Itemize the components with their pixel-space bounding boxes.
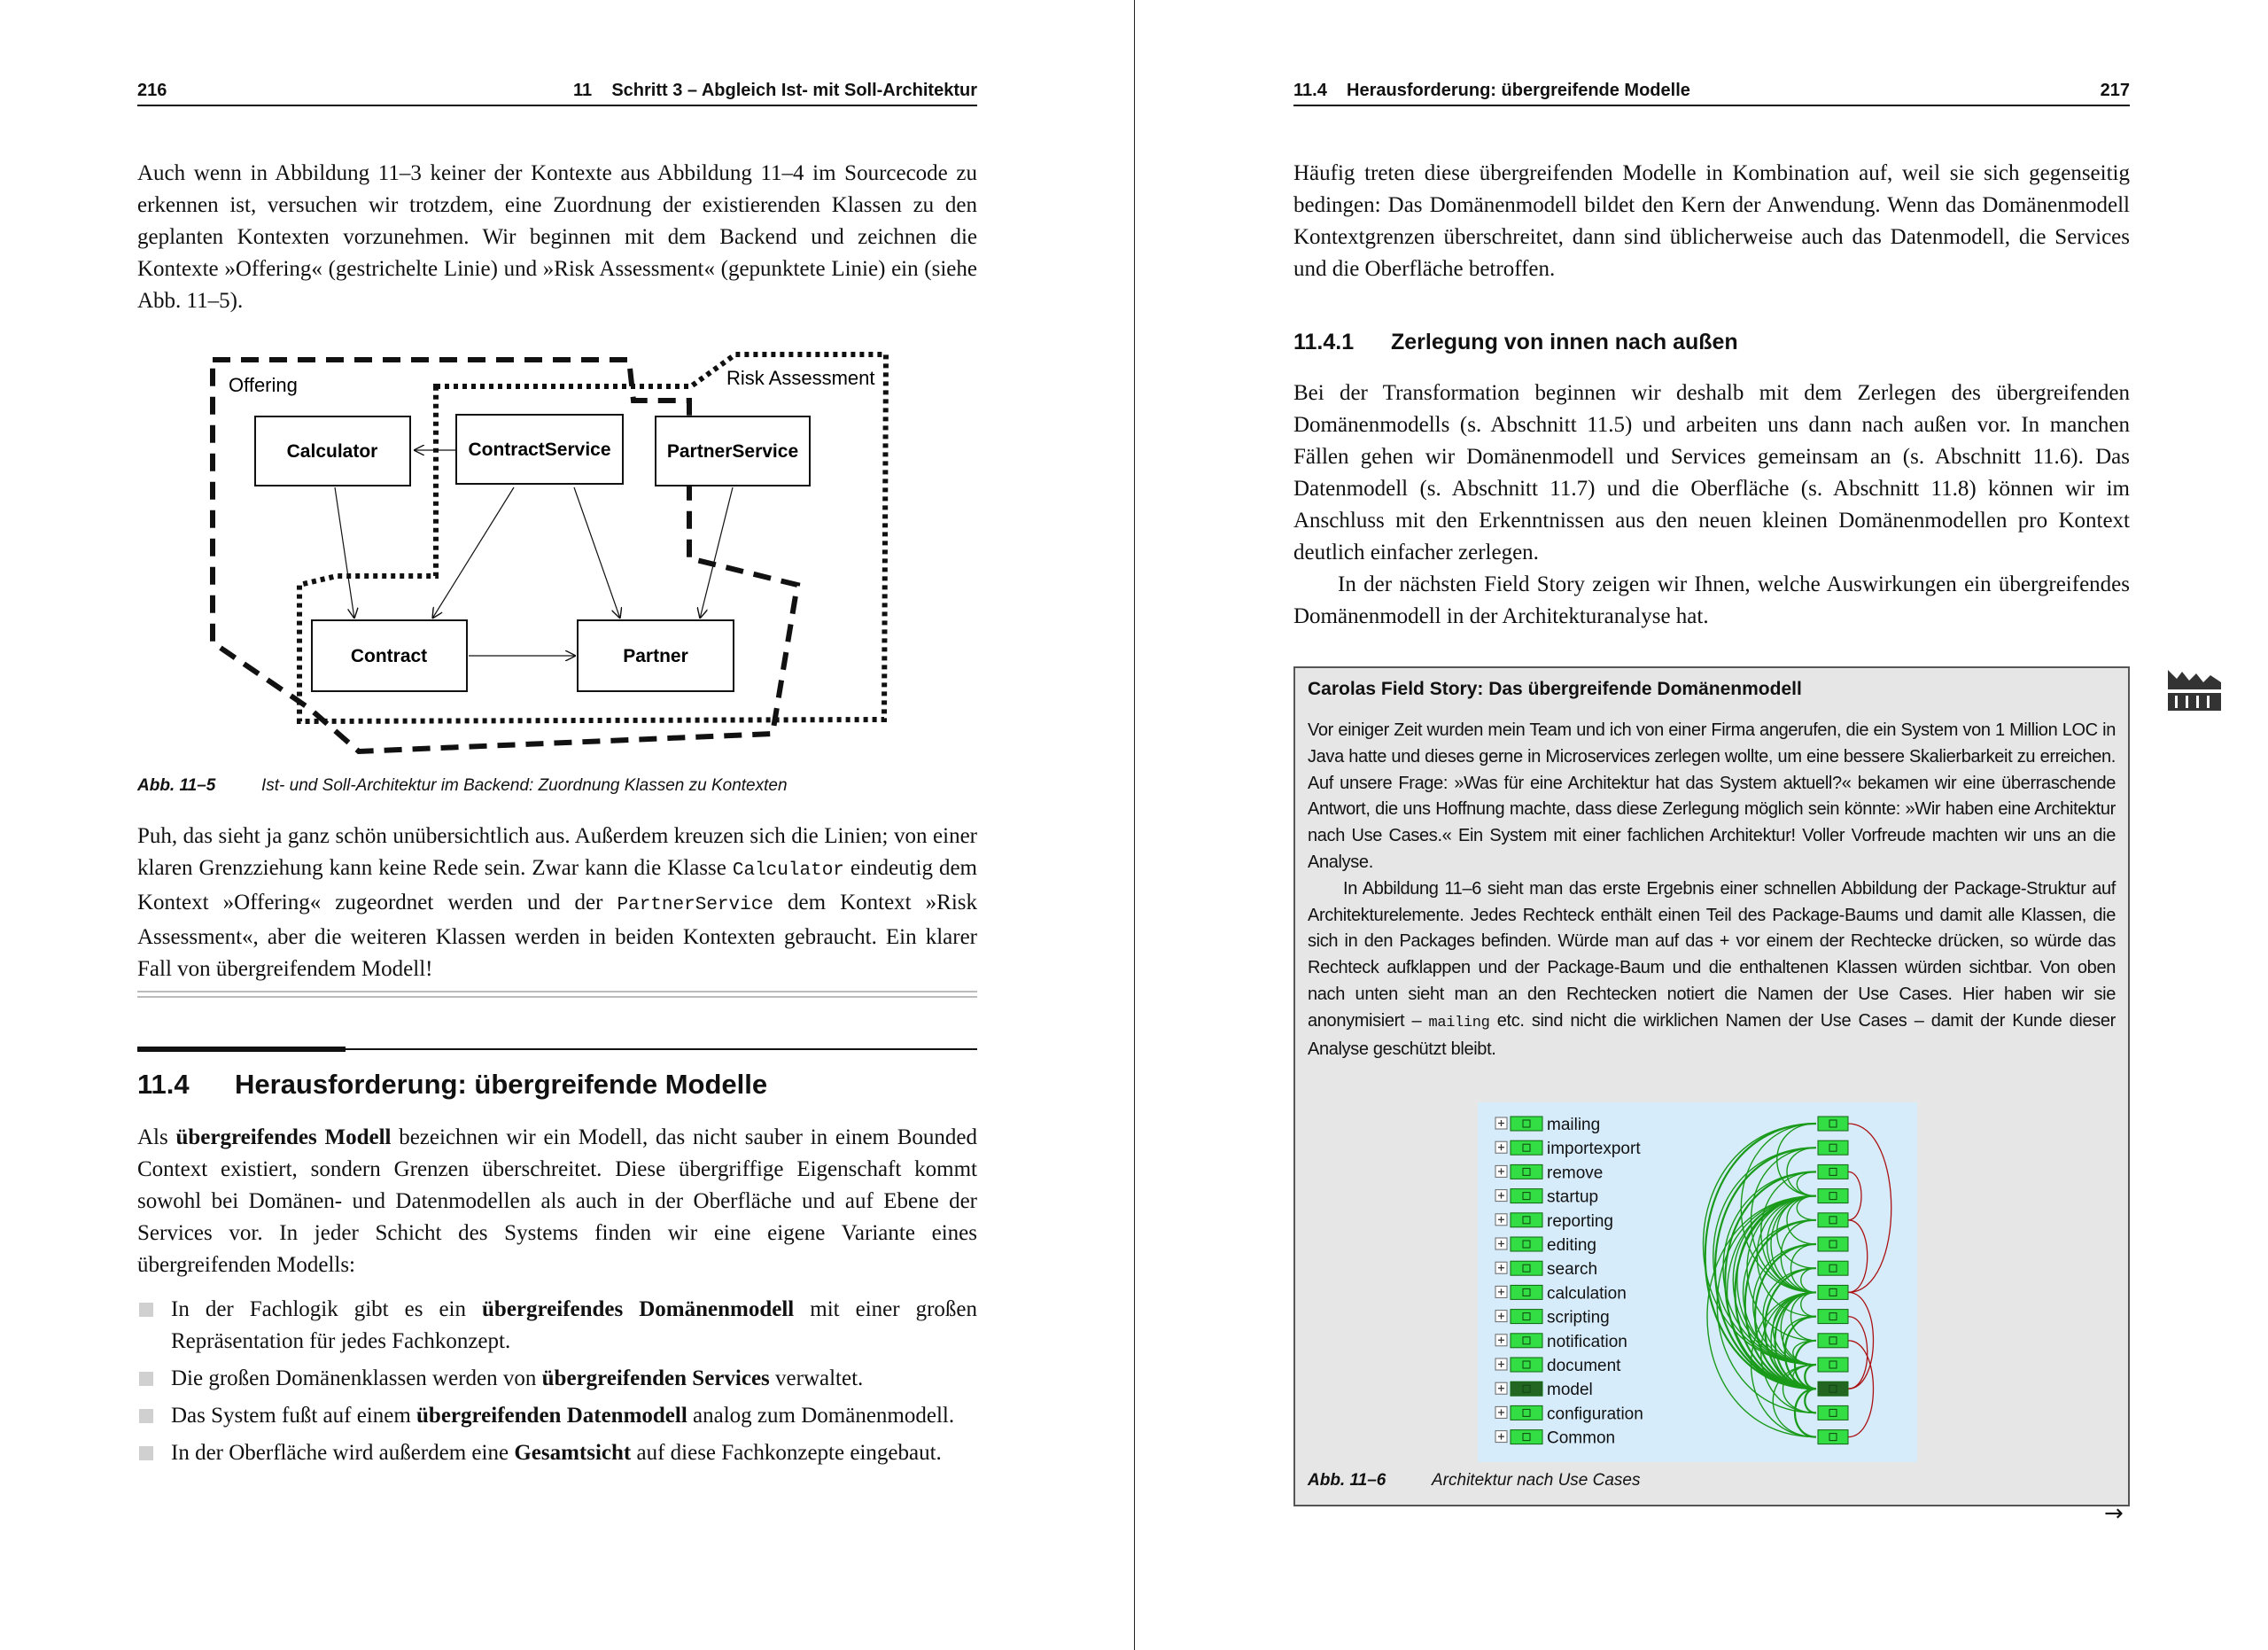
figure-caption: Abb. 11–5 Ist- und Soll-Architektur im Backend: Zuordnung Klassen zu Kontexten — [137, 776, 788, 795]
page-number: 217 — [2100, 81, 2130, 100]
expand-plus-icon[interactable] — [1495, 1262, 1507, 1273]
figure-use-case-architecture — [1478, 1102, 1917, 1462]
use-case-label: mailing — [1547, 1116, 1601, 1134]
section-title-header: 11.4 Herausforderung: übergreifende Modelle — [1293, 81, 1690, 100]
expand-plus-icon[interactable] — [1495, 1141, 1507, 1153]
package-box-right — [1818, 1358, 1848, 1372]
risk-assessment-label: Risk Assessment — [726, 367, 875, 389]
use-case-label: notification — [1547, 1332, 1627, 1351]
expand-plus-icon[interactable] — [1495, 1214, 1507, 1226]
list-item: In der Fachlogik gibt es ein übergreifendes Domänenmodell mit einer großen Repräsentation für jedes Fachkonzept. — [137, 1294, 977, 1358]
offering-label: Offering — [229, 374, 298, 396]
package-box-right — [1818, 1117, 1848, 1131]
use-case-label: editing — [1547, 1236, 1596, 1255]
package-box-left — [1511, 1237, 1542, 1251]
package-box-left — [1511, 1358, 1542, 1372]
use-case-label: model — [1547, 1381, 1593, 1400]
svg-text:Calculator: Calculator — [286, 441, 378, 462]
field-story-text: Vor einiger Zeit wurden mein Team und ich von einer Firma angerufen, die ein System von 1 Million LOC in Java hatte und dieses gerne in Microservices zerlegen wollte, um eine bessere Skalierbarkeit zu erreichen. Auf unsere Frage: »Was für eine Architektur hat das System aktuell?« bekamen wir eine überraschende Antwort, die uns Hoffnung machte, dass diese Zerlegung möglich sein könnte: »Wir haben eine Architektur nach Use Cases.« Ein System mit einer fachlichen Architektur! Voller Vorfreude machten wir uns an die Analyse. In Abbildung 11–6 sieht man das erste Ergebnis einer schnellen Abbildung der Package-Struktur auf Architekturelemente. Jedes Rechteck enthält einen Teil des Package-Baums und damit alle Klassen, die sich in den Packages befinden. Würde man auf das + vor einem der Rechtecke drücken, so würde das Rechteck aufklappen und der Package-Baum und die enthaltenen Klassen würden sichtbar. Von oben nach unten sieht man an den Rechtecken notiert die Namen der Use Cases. Hier haben wir sie anonymisiert – mailing etc. sind nicht die wirklichen Namen der Use Cases – damit der Kunde dieser Analyse geschützt bleibt. — [1308, 720, 2116, 1059]
package-box-right — [1818, 1164, 1848, 1179]
right-running-header — [1293, 78, 2130, 106]
package-box-right — [1818, 1405, 1848, 1420]
package-box-left — [1511, 1285, 1542, 1299]
use-case-label: document — [1547, 1357, 1621, 1375]
use-case-label: Common — [1547, 1428, 1616, 1448]
figure-context-diagram — [204, 346, 904, 762]
chapter-title: 11 Schritt 3 – Abgleich Ist- mit Soll-Architektur — [572, 81, 977, 100]
left-running-header — [137, 78, 977, 106]
package-box-left — [1511, 1189, 1542, 1203]
package-box-left — [1511, 1430, 1542, 1444]
package-box-right — [1818, 1261, 1848, 1275]
expand-plus-icon[interactable] — [1495, 1311, 1507, 1322]
package-box-left — [1511, 1334, 1542, 1348]
package-box-left — [1511, 1381, 1542, 1396]
next-page-arrow: → — [2104, 1500, 2124, 1527]
intro-paragraph: Auch wenn in Abbildung 11–3 keiner der Kontexte aus Abbildung 11–4 im Sourcecode zu erkennen ist, versuchen wir trotzdem, eine Zuordnung der existierenden Klassen zu den geplanten Kontexten vorzunehmen. Wir beginnen mit dem Backend und zeichnen die Kontexte »Offering« (gestrichelte Linie) und »Risk Assessment« (gepunktete Linie) ein (siehe Abb. 11–5). — [137, 161, 977, 313]
package-box-left — [1511, 1164, 1542, 1179]
expand-plus-icon[interactable] — [1495, 1406, 1507, 1418]
list-item: Die großen Domänenklassen werden von übergreifenden Services verwaltet. — [137, 1363, 977, 1395]
package-box-left — [1511, 1405, 1542, 1420]
expand-plus-icon[interactable] — [1495, 1382, 1507, 1394]
use-case-label: calculation — [1547, 1284, 1627, 1304]
package-box-right — [1818, 1140, 1848, 1155]
field-story-box — [1293, 666, 2130, 1506]
package-box-left — [1511, 1213, 1542, 1227]
expand-plus-icon[interactable] — [1495, 1117, 1507, 1129]
use-case-label: importexport — [1547, 1140, 1641, 1159]
section-paragraph: Als übergreifendes Modell bezeichnen wir ein Modell, das nicht sauber in einem Bounded Context existiert, sondern Grenzen überschreitet. Diese übergriffige Eigenschaft kommt sowohl bei Domänen- und Datenmodellen als auch in der Oberfläche und auf Ebene der Services vor. In jeder Schicht des Systems finden wir eine eigene Variante eines übergreifenden Modells: — [137, 1125, 978, 1277]
subsection-heading: 11.4.1 Zerlegung von innen nach außen — [1293, 330, 1738, 354]
package-box-right — [1818, 1430, 1848, 1444]
package-box-right — [1818, 1381, 1848, 1396]
list-item: In der Oberfläche wird außerdem eine Gesamtsicht auf diese Fachkonzepte eingebaut. — [137, 1437, 977, 1469]
right-paragraph-2: Bei der Transformation beginnen wir deshalb mit dem Zerlegen des übergreifenden Domänenmodells (s. Abschnitt 11.5) und arbeiten uns dann nach außen vor. In manchen Fällen gehen wir Domänenmodell und Services gemeinsam an (s. Abschnitt 11.6). Das Datenmodell (s. Abschnitt 11.7) und die Oberfläche (s. Abschnitt 11.8) können wir im Anschluss mit den Erkenntnissen aus den neuen kleinen Domänenmodellen pro Kontext deutlich einfacher zerlegen. In der nächsten Field Story zeigen wir Ihnen, welche Auswirkungen ein übergreifendes Domänenmodell in der Architekturanalyse hat. — [1293, 381, 2130, 628]
use-case-label: scripting — [1547, 1308, 1610, 1327]
package-box-left — [1511, 1140, 1542, 1155]
figure-caption-2: Abb. 11–6 Architektur nach Use Cases — [1308, 1471, 1641, 1490]
use-case-label: startup — [1547, 1187, 1599, 1207]
analysis-paragraph: Puh, das sieht ja ganz schön unübersichtlich aus. Außerdem kreuzen sich die Linien; von einer klaren Grenzziehung kann keine Rede sein. Zwar kann die Klasse Calculator eindeutig dem Kontext »Offering« zugeordnet werden und der PartnerService dem Kontext »Risk Assessment«, aber die weiteren Klassen werden in beiden Kontexten gebraucht. Ein klarer Fall von übergreifendem Modell! — [137, 824, 978, 981]
package-box-right — [1818, 1310, 1848, 1324]
expand-plus-icon[interactable] — [1495, 1431, 1507, 1443]
field-story-title: Carolas Field Story: Das übergreifende Domänenmodell — [1308, 679, 1802, 699]
expand-plus-icon[interactable] — [1495, 1335, 1507, 1346]
package-box-left — [1511, 1117, 1542, 1131]
package-box-right — [1818, 1189, 1848, 1203]
use-case-label: configuration — [1547, 1405, 1643, 1424]
package-box-right — [1818, 1213, 1848, 1227]
svg-text:Contract: Contract — [350, 646, 428, 666]
expand-plus-icon[interactable] — [1495, 1238, 1507, 1249]
use-case-label: reporting — [1547, 1211, 1613, 1231]
list-item: Das System fußt auf einem übergreifenden Datenmodell analog zum Domänenmodell. — [137, 1400, 977, 1432]
use-case-label: remove — [1547, 1164, 1604, 1183]
section-rule-accent — [137, 1047, 346, 1052]
section-heading: 11.4 Herausforderung: übergreifende Modelle — [137, 1069, 768, 1100]
svg-text:ContractService: ContractService — [468, 440, 611, 460]
svg-text:Partner: Partner — [623, 646, 688, 666]
bullet-list — [137, 1294, 977, 1475]
thumb-index-icon — [2166, 666, 2223, 712]
use-case-label: search — [1547, 1260, 1598, 1280]
package-box-right — [1818, 1334, 1848, 1348]
right-paragraph-1: Häufig treten diese übergreifenden Modelle in Kombination auf, weil sie sich gegenseitig bedingen: Das Domänenmodell bildet den Kern der Anwendung. Wenn das Domänenmodell Kontextgrenzen überschreitet, dann sind üblicherweise auch das Datenmodell, die Services und die Oberfläche betroffen. — [1293, 161, 2130, 281]
expand-plus-icon[interactable] — [1495, 1358, 1507, 1370]
package-box-right — [1818, 1237, 1848, 1251]
expand-plus-icon[interactable] — [1495, 1286, 1507, 1297]
expand-plus-icon[interactable] — [1495, 1190, 1507, 1202]
package-box-left — [1511, 1261, 1542, 1275]
double-rule — [137, 991, 977, 998]
svg-text:PartnerService: PartnerService — [666, 441, 799, 462]
package-box-right — [1818, 1285, 1848, 1299]
package-box-left — [1511, 1310, 1542, 1324]
expand-plus-icon[interactable] — [1495, 1165, 1507, 1177]
page-number: 216 — [137, 81, 167, 100]
